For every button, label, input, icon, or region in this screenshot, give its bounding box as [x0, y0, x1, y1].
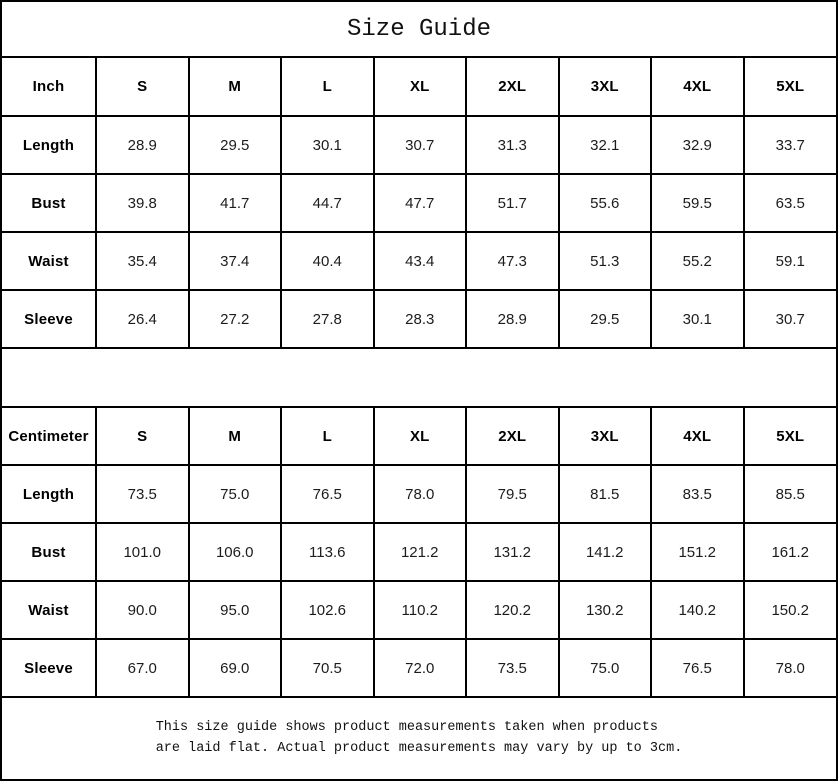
- size-cell: 40.4: [281, 232, 374, 290]
- size-cell: 76.5: [281, 465, 374, 523]
- size-cell: 113.6: [281, 523, 374, 581]
- size-cell: 29.5: [189, 116, 282, 174]
- cm-header-row: [2, 407, 836, 465]
- size-cell: 32.1: [559, 116, 652, 174]
- footer-row: [2, 698, 836, 779]
- row-label: Length: [2, 116, 96, 174]
- col-header-m: M: [189, 58, 282, 116]
- row-label: Bust: [2, 523, 96, 581]
- table-row-cm-bust: [2, 523, 836, 581]
- unit-label-centimeter: Centimeter: [2, 407, 96, 465]
- col-header-m: M: [189, 407, 282, 465]
- row-label: Waist: [2, 581, 96, 639]
- table-row-inch-waist: [2, 232, 836, 290]
- size-cell: 26.4: [96, 290, 189, 348]
- size-cell: 101.0: [96, 523, 189, 581]
- size-cell: 106.0: [189, 523, 282, 581]
- table-row-cm-waist: [2, 581, 836, 639]
- size-cell: 30.7: [744, 290, 837, 348]
- row-label: Sleeve: [2, 639, 96, 697]
- size-cell: 90.0: [96, 581, 189, 639]
- footer-note-line2: are laid flat. Actual product measurements may vary by up to 3cm.: [155, 740, 683, 756]
- size-cell: 28.9: [96, 116, 189, 174]
- size-cell: 27.2: [189, 290, 282, 348]
- size-cell: 131.2: [466, 523, 559, 581]
- col-header-5xl: 5XL: [744, 407, 837, 465]
- size-cell: 28.9: [466, 290, 559, 348]
- size-cell: 75.0: [559, 639, 652, 697]
- footer-note-line1: This size guide shows product measurements taken when products: [155, 719, 658, 735]
- size-cell: 151.2: [651, 523, 744, 581]
- col-header-s: S: [96, 58, 189, 116]
- size-cell: 110.2: [374, 581, 467, 639]
- size-cell: 55.2: [651, 232, 744, 290]
- row-label: Sleeve: [2, 290, 96, 348]
- col-header-2xl: 2XL: [466, 58, 559, 116]
- size-cell: 72.0: [374, 639, 467, 697]
- size-cell: 31.3: [466, 116, 559, 174]
- size-cell: 39.8: [96, 174, 189, 232]
- size-cell: 37.4: [189, 232, 282, 290]
- col-header-xl: XL: [374, 407, 467, 465]
- table-row-inch-sleeve: [2, 290, 836, 348]
- size-cell: 59.1: [744, 232, 837, 290]
- col-header-4xl: 4XL: [651, 58, 744, 116]
- size-cell: 70.5: [281, 639, 374, 697]
- table-row-cm-length: [2, 465, 836, 523]
- table-row-cm-sleeve: [2, 639, 836, 697]
- size-cell: 69.0: [189, 639, 282, 697]
- table-gap-spacer: [2, 349, 836, 406]
- size-cell: 29.5: [559, 290, 652, 348]
- size-cell: 35.4: [96, 232, 189, 290]
- size-cell: 27.8: [281, 290, 374, 348]
- size-cell: 78.0: [374, 465, 467, 523]
- size-cell: 32.9: [651, 116, 744, 174]
- size-cell: 76.5: [651, 639, 744, 697]
- row-label: Bust: [2, 174, 96, 232]
- col-header-2xl: 2XL: [466, 407, 559, 465]
- table-row-inch-length: [2, 116, 836, 174]
- size-cell: 73.5: [96, 465, 189, 523]
- centimeter-size-table: [2, 406, 836, 698]
- size-cell: 30.7: [374, 116, 467, 174]
- row-label: Length: [2, 465, 96, 523]
- size-cell: 55.6: [559, 174, 652, 232]
- size-cell: 30.1: [651, 290, 744, 348]
- size-cell: 120.2: [466, 581, 559, 639]
- size-cell: 102.6: [281, 581, 374, 639]
- col-header-4xl: 4XL: [651, 407, 744, 465]
- size-cell: 85.5: [744, 465, 837, 523]
- size-cell: 73.5: [466, 639, 559, 697]
- size-cell: 140.2: [651, 581, 744, 639]
- size-cell: 130.2: [559, 581, 652, 639]
- size-cell: 81.5: [559, 465, 652, 523]
- table-row-inch-bust: [2, 174, 836, 232]
- row-label: Waist: [2, 232, 96, 290]
- col-header-3xl: 3XL: [559, 407, 652, 465]
- inch-size-table: [2, 58, 836, 349]
- size-cell: 44.7: [281, 174, 374, 232]
- size-cell: 141.2: [559, 523, 652, 581]
- size-cell: 150.2: [744, 581, 837, 639]
- size-cell: 33.7: [744, 116, 837, 174]
- col-header-xl: XL: [374, 58, 467, 116]
- size-cell: 95.0: [189, 581, 282, 639]
- size-cell: 121.2: [374, 523, 467, 581]
- size-cell: 79.5: [466, 465, 559, 523]
- unit-label-inch: Inch: [2, 58, 96, 116]
- inch-header-row: [2, 58, 836, 116]
- size-cell: 83.5: [651, 465, 744, 523]
- footer-note: [156, 718, 683, 760]
- col-header-5xl: 5XL: [744, 58, 837, 116]
- col-header-3xl: 3XL: [559, 58, 652, 116]
- size-cell: 75.0: [189, 465, 282, 523]
- col-header-l: L: [281, 58, 374, 116]
- size-guide-title: Size Guide: [2, 2, 836, 58]
- size-cell: 161.2: [744, 523, 837, 581]
- col-header-s: S: [96, 407, 189, 465]
- size-cell: 78.0: [744, 639, 837, 697]
- col-header-l: L: [281, 407, 374, 465]
- size-cell: 30.1: [281, 116, 374, 174]
- size-cell: 67.0: [96, 639, 189, 697]
- size-cell: 28.3: [374, 290, 467, 348]
- size-cell: 47.3: [466, 232, 559, 290]
- size-cell: 51.7: [466, 174, 559, 232]
- size-cell: 43.4: [374, 232, 467, 290]
- size-cell: 47.7: [374, 174, 467, 232]
- size-cell: 63.5: [744, 174, 837, 232]
- size-cell: 59.5: [651, 174, 744, 232]
- size-cell: 41.7: [189, 174, 282, 232]
- size-cell: 51.3: [559, 232, 652, 290]
